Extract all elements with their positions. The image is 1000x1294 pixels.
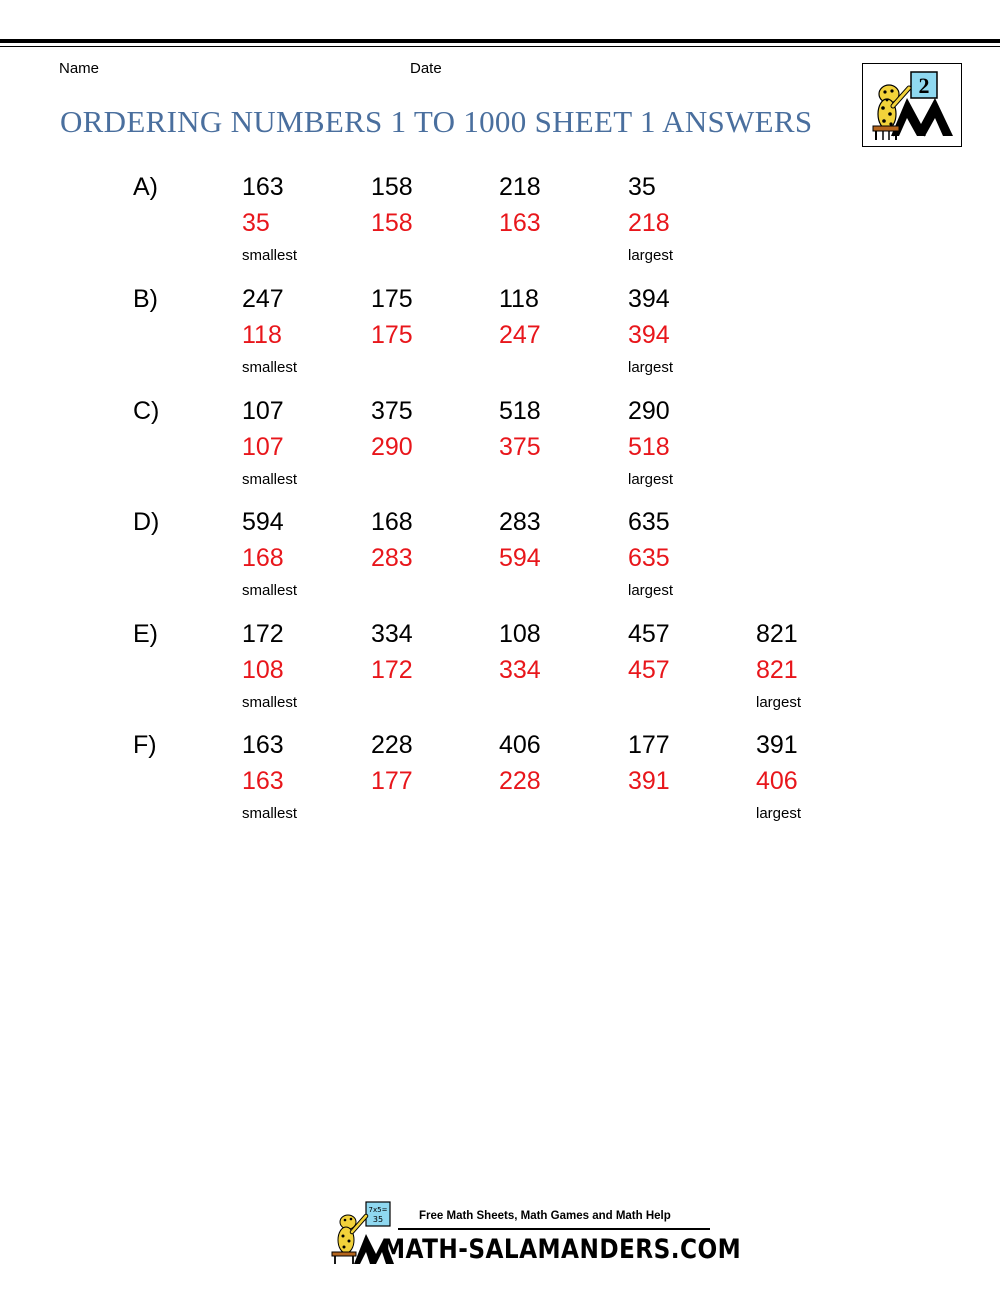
problem-e — [0, 619, 1000, 719]
answer-number: 177 — [371, 767, 413, 795]
footer-divider — [398, 1228, 710, 1230]
smallest-label: smallest — [242, 694, 298, 711]
question-number: 218 — [499, 173, 541, 201]
footer-site-name: MATH-SALAMANDERS.COM — [382, 1234, 742, 1265]
answer-number: 518 — [628, 433, 670, 461]
largest-label: largest — [628, 471, 674, 488]
largest-label: largest — [756, 805, 802, 822]
question-number: 177 — [628, 731, 670, 759]
problem-letter: B) — [133, 285, 158, 313]
question-number: 35 — [628, 173, 656, 201]
question-number: 334 — [371, 620, 413, 648]
answer-number: 172 — [371, 656, 413, 684]
problem-letter: E) — [133, 620, 158, 648]
answer-number: 108 — [242, 656, 284, 684]
question-number: 391 — [756, 731, 798, 759]
footer-tagline: Free Math Sheets, Math Games and Math Help — [419, 1210, 671, 1222]
question-number: 283 — [499, 508, 541, 536]
largest-label: largest — [628, 247, 674, 264]
name-label: Name — [59, 60, 100, 77]
svg-text:35: 35 — [372, 1215, 384, 1224]
page-title: ORDERING NUMBERS 1 TO 1000 SHEET 1 ANSWERS — [60, 104, 813, 139]
answer-number: 283 — [371, 544, 413, 572]
answer-number: 158 — [371, 209, 413, 237]
answer-number: 334 — [499, 656, 541, 684]
question-number: 168 — [371, 508, 413, 536]
question-number: 118 — [499, 285, 539, 313]
svg-text:7x5=: 7x5= — [368, 1206, 388, 1214]
question-number: 518 — [499, 397, 541, 425]
problem-d — [0, 507, 1000, 607]
question-number: 107 — [242, 397, 284, 425]
answer-number: 228 — [499, 767, 541, 795]
salamander-logo — [862, 63, 962, 147]
answer-number: 457 — [628, 656, 670, 684]
smallest-label: smallest — [242, 247, 298, 264]
largest-label: largest — [628, 359, 674, 376]
question-number: 175 — [371, 285, 413, 313]
problem-letter: F) — [133, 731, 157, 759]
problem-letter: D) — [133, 508, 160, 536]
question-number: 163 — [242, 173, 284, 201]
question-number: 172 — [242, 620, 284, 648]
answer-number: 218 — [628, 209, 670, 237]
question-number: 290 — [628, 397, 670, 425]
smallest-label: smallest — [242, 359, 298, 376]
problem-c — [0, 396, 1000, 496]
footer — [326, 1200, 742, 1270]
largest-label: largest — [756, 694, 802, 711]
question-number: 821 — [756, 620, 798, 648]
top-rule-thin — [0, 46, 1000, 47]
question-number: 457 — [628, 620, 670, 648]
answer-number: 163 — [499, 209, 541, 237]
top-rule-thick — [0, 39, 1000, 43]
answer-number: 118 — [242, 321, 282, 349]
question-number: 158 — [371, 173, 413, 201]
answer-number: 107 — [242, 433, 284, 461]
answer-number: 821 — [756, 656, 798, 684]
question-number: 375 — [371, 397, 413, 425]
question-number: 406 — [499, 731, 541, 759]
problem-letter: C) — [133, 397, 160, 425]
smallest-label: smallest — [242, 471, 298, 488]
problem-letter: A) — [133, 173, 158, 201]
date-label: Date — [410, 60, 442, 77]
problem-b — [0, 284, 1000, 384]
answer-number: 406 — [756, 767, 798, 795]
smallest-label: smallest — [242, 805, 298, 822]
answer-number: 247 — [499, 321, 541, 349]
question-number: 394 — [628, 285, 670, 313]
question-number: 163 — [242, 731, 284, 759]
question-number: 108 — [499, 620, 541, 648]
problem-f — [0, 730, 1000, 830]
answer-number: 35 — [242, 209, 270, 237]
largest-label: largest — [628, 582, 674, 599]
smallest-label: smallest — [242, 582, 298, 599]
answer-number: 594 — [499, 544, 541, 572]
answer-number: 394 — [628, 321, 670, 349]
answer-number: 163 — [242, 767, 284, 795]
answer-number: 175 — [371, 321, 413, 349]
answer-number: 375 — [499, 433, 541, 461]
answer-number: 635 — [628, 544, 670, 572]
answer-number: 168 — [242, 544, 284, 572]
answer-number: 391 — [628, 767, 670, 795]
question-number: 635 — [628, 508, 670, 536]
logo-grade: 2 — [918, 73, 930, 98]
problem-a — [0, 172, 1000, 272]
question-number: 228 — [371, 731, 413, 759]
question-number: 594 — [242, 508, 284, 536]
answer-number: 290 — [371, 433, 413, 461]
question-number: 247 — [242, 285, 284, 313]
salamander-logo-icon — [863, 64, 961, 146]
